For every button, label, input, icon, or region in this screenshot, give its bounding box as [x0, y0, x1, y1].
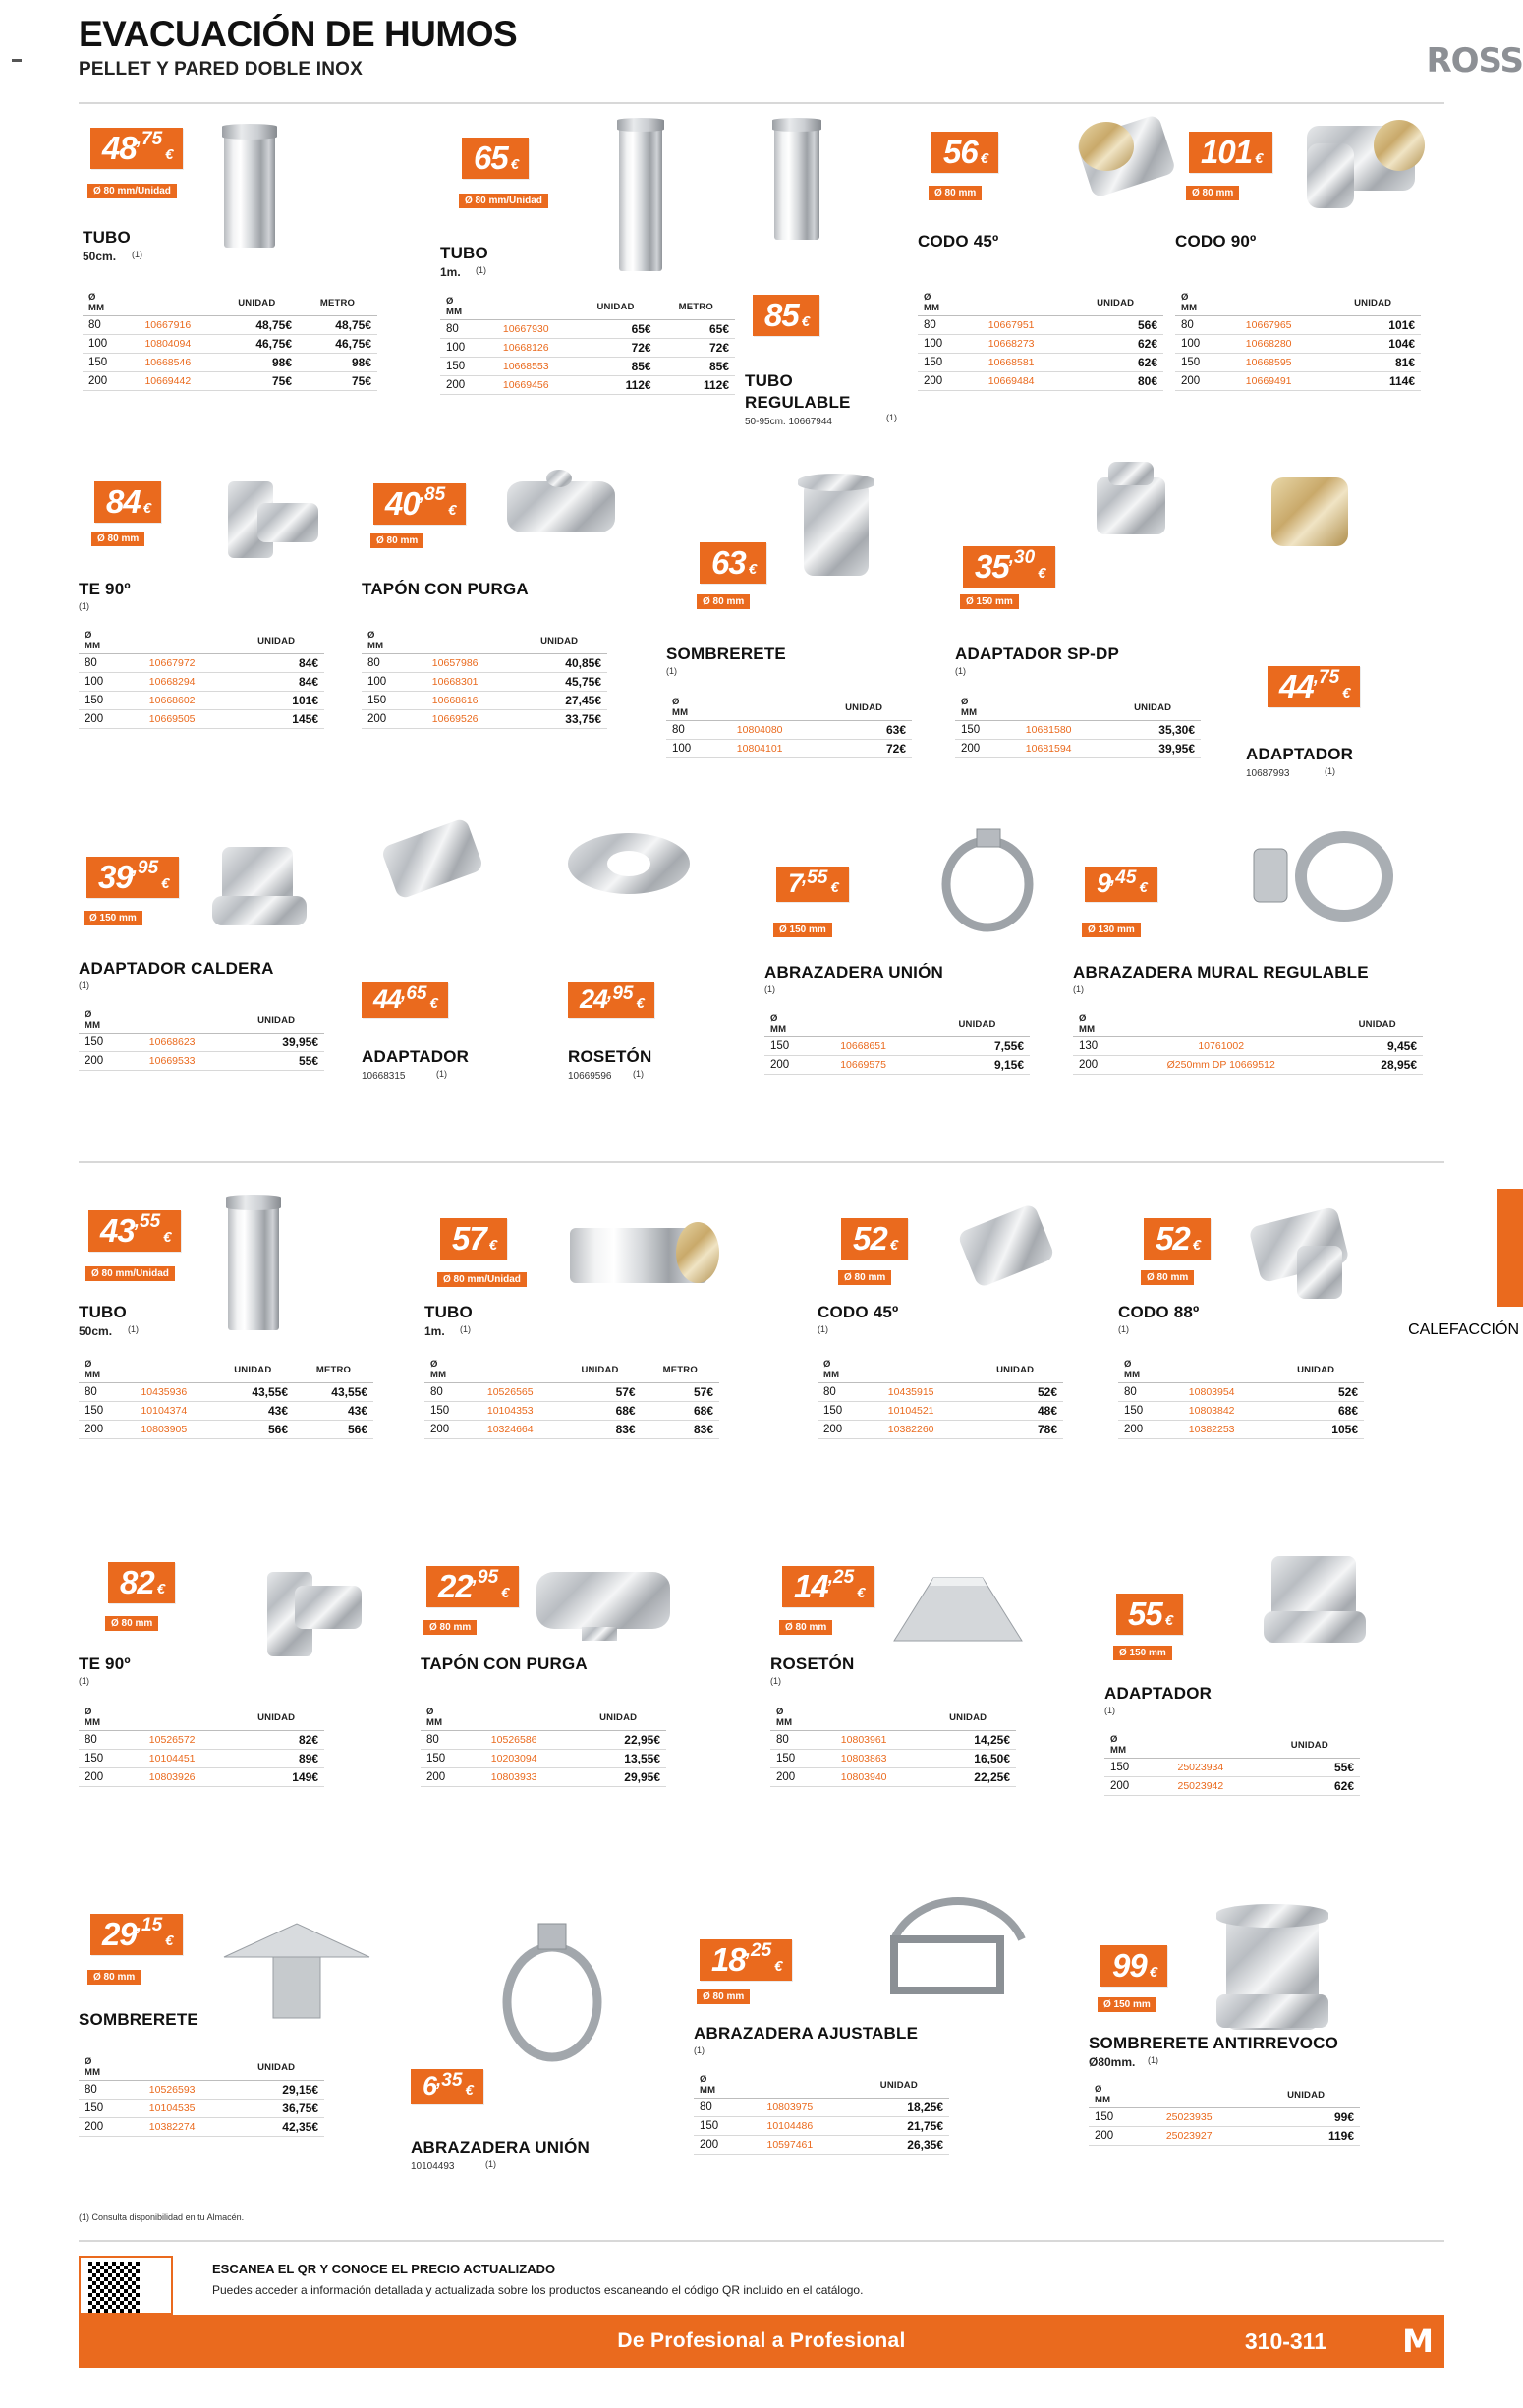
product-image-sombrerete-inox: [218, 1918, 375, 2026]
product-image-tapon-purga-pellet: [507, 481, 615, 532]
col-unidad: UNIDAD: [216, 291, 298, 316]
product-image-roseton-2: [884, 1568, 1032, 1647]
title-tubo-regulable: TUBO: [745, 371, 793, 390]
product-image-adaptador-2: [380, 817, 484, 900]
adaptador-3-base: [1264, 1611, 1366, 1643]
title-tapon-purga-pellet: TAPÓN CON PURGA: [362, 580, 529, 598]
code-roseton-1: 10669596: [568, 1071, 612, 1082]
table-row: 200 10324664 83€ 83€: [424, 1421, 719, 1439]
table-row: 80 10526565 57€ 57€: [424, 1383, 719, 1402]
table-row: 80 10804080 63€: [666, 721, 912, 740]
table-row: 200 10803933 29,95€: [421, 1768, 666, 1787]
table-row: 150 25023934 55€: [1104, 1759, 1360, 1777]
table-row: 80 10667930 65€ 65€: [440, 320, 735, 339]
title-tubo-1m-pellet: TUBO: [440, 244, 488, 262]
code-adaptador-1: 10687993: [1246, 768, 1290, 779]
table-row: 150 10104535 36,75€: [79, 2100, 324, 2118]
table-row: 150 10803842 68€: [1118, 1402, 1364, 1421]
title-te-90-inox: TE 90º: [79, 1654, 131, 1673]
product-image-abrazadera-union-2: [491, 1918, 619, 2075]
sombrerete-cap: [798, 474, 874, 491]
table-abrazadera-ajustable: Ø MM UNIDAD 80 10803975 18,25€ 150 10104486 21,75€ 200 10597461 26,35€: [694, 2073, 949, 2155]
adaptador-neck: [1108, 462, 1154, 485]
tapon-valve: [582, 1627, 617, 1641]
table-row: 100 10668301 45,75€: [362, 673, 607, 692]
table-row: 200 10803926 149€: [79, 1768, 324, 1787]
table-row: 150 10668581 62€: [918, 354, 1163, 372]
subtag-roseton-2: Ø 80 mm: [778, 1619, 833, 1636]
price-tag-tubo-1m-pellet: 65 €: [462, 138, 529, 179]
table-codo-45-pellet: Ø MM UNIDAD 80 10667951 56€ 100 10668273 62€ 150 10668581 62€ 200 10669484 80€: [918, 291, 1163, 391]
table-row: 200 10382253 105€: [1118, 1421, 1364, 1439]
note-codo-88-inox: (1): [1118, 1324, 1129, 1334]
table-row: 100 10668294 84€: [79, 673, 324, 692]
table-row: 150 10668553 85€ 85€: [440, 358, 735, 376]
price-tag-sombrerete-inox: 29,15€: [90, 1914, 183, 1955]
table-row: 80 10667916 48,75€ 48,75€: [83, 316, 377, 335]
roseton-hole: [607, 851, 650, 876]
subtitle-tubo-1m-inox: 1m.: [424, 1324, 445, 1338]
price-tag-adaptador-sp-dp: 35,30€: [963, 546, 1055, 588]
table-row: 150 10104451 89€: [79, 1750, 324, 1768]
col-metro: METRO: [298, 291, 377, 316]
subtag-te-90-pellet: Ø 80 mm: [90, 531, 145, 547]
subtag-tapon-purga-pellet: Ø 80 mm: [369, 532, 424, 549]
table-tubo-1m-inox: Ø MM UNIDAD METRO 80 10526565 57€ 57€ 150 10104353 68€ 68€ 200 10324664 83€ 83€: [424, 1358, 719, 1439]
table-row: 80 10657986 40,85€: [362, 654, 607, 673]
note-codo-45-inox: (1): [818, 1324, 828, 1334]
title-codo-88-inox: CODO 88º: [1118, 1303, 1200, 1321]
page-title: EVACUACIÓN DE HUMOS: [79, 14, 518, 54]
price-tag-te-90-pellet: 84 €: [94, 481, 161, 523]
table-tapon-purga-inox: Ø MM UNIDAD 80 10526586 22,95€ 150 10203094 13,55€ 200 10803933 29,95€: [421, 1706, 666, 1787]
table-row: 80 10803961 14,25€: [770, 1731, 1016, 1750]
price-tag-codo-45-inox: 52 €: [841, 1218, 908, 1260]
subtitle-tubo-1m-pellet: 1m.: [440, 265, 461, 279]
title-codo-45-pellet: CODO 45º: [918, 232, 999, 251]
note-abrazadera-union-1: (1): [764, 984, 775, 994]
table-codo-90-pellet: Ø MM UNIDAD 80 10667965 101€ 100 10668280 104€ 150 10668595 81€ 200 10669491 114€: [1175, 291, 1421, 391]
price-tag-codo-45-pellet: 56 €: [931, 132, 998, 173]
subtag-codo-90-pellet: Ø 80 mm: [1185, 185, 1240, 201]
table-row: 150 10203094 13,55€: [421, 1750, 666, 1768]
footer-divider: [79, 2240, 1444, 2242]
title-codo-45-inox: CODO 45º: [818, 1303, 899, 1321]
table-row: 80 10667965 101€: [1175, 316, 1421, 335]
table-row: 200 Ø250mm DP 10669512 28,95€: [1073, 1056, 1423, 1075]
tapon-knob: [546, 470, 572, 487]
side-tab-marker: [1497, 1189, 1523, 1307]
table-tapon-purga-pellet: Ø MM UNIDAD 80 10657986 40,85€ 100 10668301 45,75€ 150 10668616 27,45€ 200 10669526 33,75€: [362, 629, 607, 729]
table-row: 150 10803863 16,50€: [770, 1750, 1016, 1768]
te-branch: [257, 503, 318, 542]
table-row: 80 10667951 56€: [918, 316, 1163, 335]
availability-footnote: (1) Consulta disponibilidad en tu Almacén.: [79, 2212, 245, 2222]
note-tubo-1m-inox: (1): [460, 1324, 471, 1334]
pipe-cap: [226, 1195, 281, 1210]
table-adaptador-sp-dp: Ø MM UNIDAD 150 10681580 35,30€ 200 10681594 39,95€: [955, 696, 1201, 758]
antirrevoco-base: [1216, 1994, 1328, 2028]
table-row: 100 10668273 62€: [918, 335, 1163, 354]
table-row: 200 10681594 39,95€: [955, 740, 1201, 758]
table-row: 200 10669533 55€: [79, 1052, 324, 1071]
note-tubo-regulable: (1): [886, 413, 897, 422]
page-edge-mark: [12, 59, 22, 62]
table-sombrerete-inox: Ø MM UNIDAD 80 10526593 29,15€ 150 10104535 36,75€ 200 10382274 42,35€: [79, 2055, 324, 2137]
product-image-tubo-50-inox: [228, 1201, 279, 1330]
subtag-tubo-50-pellet: Ø 80 mm/Unidad: [86, 183, 178, 199]
table-row: 200 10382260 78€: [818, 1421, 1063, 1439]
subtitle-sombrerete-antirrevoco: Ø80mm.: [1089, 2055, 1136, 2069]
product-image-adaptador-1: [1271, 477, 1348, 546]
note-adaptador-2: (1): [436, 1069, 447, 1079]
subtag-codo-45-inox: Ø 80 mm: [837, 1269, 892, 1286]
subtag-sombrerete-pellet: Ø 80 mm: [696, 593, 751, 610]
price-tag-tubo-50-inox: 43,55€: [88, 1210, 181, 1252]
note-sombrerete-pellet: (1): [666, 666, 677, 676]
title-adaptador-sp-dp: ADAPTADOR SP-DP: [955, 644, 1120, 663]
price-tag-codo-88-inox: 52 €: [1144, 1218, 1211, 1260]
note-roseton-2: (1): [770, 1676, 781, 1686]
price-tag-abrazadera-ajustable: 18,25€: [700, 1939, 792, 1981]
title-abrazadera-mural: ABRAZADERA MURAL REGULABLE: [1073, 963, 1369, 981]
qr-title: ESCANEA EL QR Y CONOCE EL PRECIO ACTUALIZADO: [212, 2262, 556, 2276]
title-roseton-1: ROSETÓN: [568, 1047, 652, 1066]
code-abrazadera-union-2: 10104493: [411, 2161, 455, 2172]
price-tag-tapon-purga-inox: 22,95€: [426, 1566, 519, 1607]
price-tag-tubo-regulable: 85 €: [753, 295, 819, 336]
table-row: 80 10435915 52€: [818, 1383, 1063, 1402]
table-codo-88-inox: Ø MM UNIDAD 80 10803954 52€ 150 10803842 68€ 200 10382253 105€: [1118, 1358, 1364, 1439]
antirrevoco-cap: [1216, 1904, 1328, 1928]
price-tag-tubo-50-pellet: 48,75€: [90, 128, 183, 169]
note-te-90-pellet: (1): [79, 601, 89, 611]
price-tag-roseton-1: 24,95 €: [568, 982, 654, 1018]
table-row: 80 10667972 84€: [79, 654, 324, 673]
price-tag-adaptador-2: 44,65 €: [362, 982, 448, 1018]
table-adaptador-caldera: Ø MM UNIDAD 150 10668623 39,95€ 200 10669533 55€: [79, 1008, 324, 1071]
subtag-adaptador-caldera: Ø 150 mm: [83, 910, 143, 926]
price-tag-sombrerete-pellet: 63 €: [700, 542, 766, 584]
subtag-adaptador-sp-dp: Ø 150 mm: [959, 593, 1020, 610]
title-sombrerete-antirrevoco: SOMBRERETE ANTIRREVOCO: [1089, 2034, 1339, 2052]
subtag-abrazadera-ajustable: Ø 80 mm: [696, 1988, 751, 2005]
footer-slogan: De Profesional a Profesional: [617, 2329, 906, 2352]
pipe-cap: [617, 118, 664, 132]
table-row: 100 10668280 104€: [1175, 335, 1421, 354]
table-row: 80 10435936 43,55€ 43,55€: [79, 1383, 373, 1402]
table-row: 100 10668126 72€ 72€: [440, 339, 735, 358]
title-sombrerete-pellet: SOMBRERETE: [666, 644, 786, 663]
table-row: 200 25023927 119€: [1089, 2127, 1360, 2146]
note-tubo-50-inox: (1): [128, 1324, 139, 1334]
note-tubo-50-pellet: (1): [132, 250, 142, 259]
page-subtitle: PELLET Y PARED DOBLE INOX: [79, 59, 363, 80]
price-tag-tubo-1m-inox: 57 €: [440, 1218, 507, 1260]
code-tubo-regulable: 50-95cm. 10667944: [745, 417, 832, 427]
table-roseton-2: Ø MM UNIDAD 80 10803961 14,25€ 150 10803863 16,50€ 200 10803940 22,25€: [770, 1706, 1016, 1787]
table-row: 80 10526572 82€: [79, 1731, 324, 1750]
subtag-sombrerete-antirrevoco: Ø 150 mm: [1097, 1996, 1157, 2013]
note-roseton-1: (1): [633, 1069, 644, 1079]
table-row: 100 10804101 72€: [666, 740, 912, 758]
table-tubo-50-inox: Ø MM UNIDAD METRO 80 10435936 43,55€ 43,55€ 150 10104374 43€ 43€ 200 10803905 56€ 56€: [79, 1358, 373, 1439]
side-tab: [1408, 1321, 1519, 1339]
price-tag-abrazadera-mural: 9,45 €: [1085, 867, 1157, 902]
table-row: 200 10669484 80€: [918, 372, 1163, 391]
table-adaptador-3: Ø MM UNIDAD 150 25023934 55€ 200 25023942 62€: [1104, 1733, 1360, 1796]
title-adaptador-2: ADAPTADOR: [362, 1047, 470, 1066]
table-sombrerete-pellet: Ø MM UNIDAD 80 10804080 63€ 100 10804101 72€: [666, 696, 912, 758]
price-tag-codo-90-pellet: 101 €: [1189, 132, 1272, 173]
table-row: 80 10803975 18,25€: [694, 2099, 949, 2117]
price-tag-adaptador-3: 55 €: [1116, 1594, 1183, 1635]
title-codo-90-pellet: CODO 90º: [1175, 232, 1257, 251]
table-te-90-inox: Ø MM UNIDAD 80 10526572 82€ 150 10104451 89€ 200 10803926 149€: [79, 1706, 324, 1787]
subtag-adaptador-3: Ø 150 mm: [1112, 1645, 1173, 1661]
table-row: 150 10681580 35,30€: [955, 721, 1201, 740]
title-roseton-2: ROSETÓN: [770, 1654, 855, 1673]
title-abrazadera-union-2: ABRAZADERA UNIÓN: [411, 2138, 591, 2156]
te-branch: [295, 1586, 362, 1629]
subtitle-tubo-50-pellet: 50cm.: [83, 250, 117, 263]
table-row: 80 10526593 29,15€: [79, 2081, 324, 2100]
table-row: 150 10668651 7,55€: [764, 1037, 1030, 1056]
subtag-codo-88-inox: Ø 80 mm: [1140, 1269, 1195, 1286]
price-tag-roseton-2: 14,25€: [782, 1566, 874, 1607]
note-tubo-1m-pellet: (1): [476, 265, 486, 275]
note-adaptador-3: (1): [1104, 1706, 1115, 1715]
table-te-90-pellet: Ø MM UNIDAD 80 10667972 84€ 100 10668294 84€ 150 10668602 101€ 200 10669505 145€: [79, 629, 324, 729]
codo-flange: [1374, 120, 1425, 171]
table-row: 200 10669526 33,75€: [362, 710, 607, 729]
title-abrazadera-ajustable: ABRAZADERA AJUSTABLE: [694, 2024, 919, 2043]
codo-flange: [1079, 122, 1134, 171]
table-row: 150 25023935 99€: [1089, 2108, 1360, 2127]
pipe-cap: [222, 124, 277, 140]
title-adaptador-1: ADAPTADOR: [1246, 745, 1354, 763]
pipe-cap: [772, 118, 821, 132]
table-row: 80 10526586 22,95€: [421, 1731, 666, 1750]
table-tubo-1m-pellet: Ø MM UNIDAD METRO 80 10667930 65€ 65€ 100 10668126 72€ 72€ 150 10668553 85€ 85€ 200 10669456 112€ 112€: [440, 295, 735, 395]
table-row: 150 10104353 68€ 68€: [424, 1402, 719, 1421]
table-row: 200 10382274 42,35€: [79, 2118, 324, 2137]
note-abrazadera-mural: (1): [1073, 984, 1084, 994]
note-abrazadera-union-2: (1): [485, 2159, 496, 2169]
table-row: 150 10668616 27,45€: [362, 692, 607, 710]
table-row: 200 10803905 56€ 56€: [79, 1421, 373, 1439]
table-row: 150 10668546 98€ 98€: [83, 354, 377, 372]
title-te-90-pellet: TE 90º: [79, 580, 131, 598]
header-divider: [79, 102, 1444, 104]
table-tubo-50-pellet: [83, 291, 377, 391]
price-tag-adaptador-1: 44,75€: [1268, 666, 1360, 707]
product-image-abrazadera-ajustable: [874, 1871, 1042, 2008]
table-abrazadera-mural: Ø MM UNIDAD 130 10761002 9,45€ 200 Ø250mm DP 10669512 28,95€: [1073, 1012, 1423, 1075]
product-image-sombrerete-pellet: [804, 481, 869, 576]
product-image-tubo-1m-pellet: [619, 124, 662, 271]
subtag-te-90-inox: Ø 80 mm: [104, 1615, 159, 1632]
table-abrazadera-union-1: Ø MM UNIDAD 150 10668651 7,55€ 200 10669575 9,15€: [764, 1012, 1030, 1075]
table-row: 150 10104521 48€: [818, 1402, 1063, 1421]
table-codo-45-inox: Ø MM UNIDAD 80 10435915 52€ 150 10104521 48€ 200 10382260 78€: [818, 1358, 1063, 1439]
product-image-tubo-50-pellet: [224, 130, 275, 248]
section-divider: [79, 1161, 1444, 1163]
subtag-abrazadera-mural: Ø 130 mm: [1081, 922, 1142, 938]
title-adaptador-caldera: ADAPTADOR CALDERA: [79, 959, 274, 978]
pipe-gold-end: [676, 1222, 719, 1283]
table-sombrerete-antirrevoco: Ø MM UNIDAD 150 25023935 99€ 200 25023927 119€: [1089, 2083, 1360, 2146]
title-adaptador-3: ADAPTADOR: [1104, 1684, 1213, 1703]
table-row: 150 10668602 101€: [79, 692, 324, 710]
product-image-adaptador-sp-dp: [1097, 477, 1165, 534]
price-tag-abrazadera-union-2: 6,35 €: [411, 2069, 483, 2104]
product-image-abrazadera-mural-regulable: [1246, 831, 1403, 925]
codo-90-leg: [1307, 143, 1354, 208]
table-row: 150 10104374 43€ 43€: [79, 1402, 373, 1421]
subtag-sombrerete-inox: Ø 80 mm: [86, 1969, 141, 1986]
table-row: 200 10803940 22,25€: [770, 1768, 1016, 1787]
subtag-tubo-50-inox: Ø 80 mm/Unidad: [85, 1265, 176, 1282]
table-row: 100 10804094 46,75€ 46,75€: [83, 335, 377, 354]
note-te-90-inox: (1): [79, 1676, 89, 1686]
subtag-abrazadera-union-1: Ø 150 mm: [772, 922, 833, 938]
table-row: 200 10669575 9,15€: [764, 1056, 1030, 1075]
footer-logo: M: [1391, 2315, 1444, 2368]
product-image-tubo-regulable: [774, 124, 819, 240]
brand-logo: ROSS: [1426, 41, 1523, 81]
footer-bar: [79, 2315, 1444, 2368]
table-row: 200 10597461 26,35€: [694, 2136, 949, 2155]
note-adaptador-caldera: (1): [79, 980, 89, 990]
title-sombrerete-inox: SOMBRERETE: [79, 2010, 198, 2029]
price-tag-sombrerete-antirrevoco: 99 €: [1100, 1945, 1167, 1987]
product-image-codo-45-inox: [957, 1203, 1055, 1288]
table-row: 80 10803954 52€: [1118, 1383, 1364, 1402]
title-tubo-50-inox: TUBO: [79, 1303, 127, 1321]
subtag-tapon-purga-inox: Ø 80 mm: [423, 1619, 478, 1636]
side-tab-label: CALEFACCIÓN: [1408, 1321, 1519, 1338]
price-tag-tapon-purga-pellet: 40,85€: [373, 483, 466, 525]
title2-tubo-regulable: REGULABLE: [745, 393, 851, 412]
table-row: 200 10669505 145€: [79, 710, 324, 729]
table-row: 150 10104486 21,75€: [694, 2117, 949, 2136]
table-row: 150 10668595 81€: [1175, 354, 1421, 372]
qr-description: Puedes acceder a información detallada y actualizada sobre los productos escaneando el código QR incluido en el catálogo.: [212, 2283, 864, 2297]
qr-code-box[interactable]: [79, 2256, 173, 2315]
adaptador-caldera-base: [212, 896, 307, 925]
codo-88-leg: [1297, 1246, 1342, 1299]
table-row: 200 10669456 112€ 112€: [440, 376, 735, 395]
subtag-tubo-1m-pellet: Ø 80 mm/Unidad: [458, 193, 549, 209]
note-abrazadera-ajustable: (1): [694, 2045, 705, 2055]
code-adaptador-2: 10668315: [362, 1071, 406, 1082]
table-row: 200 25023942 62€: [1104, 1777, 1360, 1796]
note-sombrerete-antirrevoco: (1): [1148, 2055, 1158, 2065]
product-image-tapon-purga-inox: [536, 1572, 670, 1629]
price-tag-adaptador-caldera: 39,95€: [86, 857, 179, 898]
qr-code-icon[interactable]: [88, 2262, 140, 2313]
title-tubo-1m-inox: TUBO: [424, 1303, 473, 1321]
subtitle-tubo-50-inox: 50cm.: [79, 1324, 113, 1338]
page-header: [79, 14, 1444, 81]
subtag-codo-45-pellet: Ø 80 mm: [928, 185, 983, 201]
footer-page-numbers: 310-311: [1244, 2328, 1326, 2354]
price-tag-abrazadera-union-1: 7,55 €: [776, 867, 849, 902]
table-row: 150 10668623 39,95€: [79, 1034, 324, 1052]
table-row: 200 10669491 114€: [1175, 372, 1421, 391]
price-tag-te-90-inox: 82 €: [108, 1562, 175, 1603]
title-tubo-50-pellet: TUBO: [83, 228, 131, 247]
note-adaptador-sp-dp: (1): [955, 666, 966, 676]
title-tapon-purga-inox: TAPÓN CON PURGA: [421, 1654, 588, 1673]
col-dia: Ø MM: [83, 291, 120, 316]
table-row: 200 10669442 75€ 75€: [83, 372, 377, 391]
title-abrazadera-union-1: ABRAZADERA UNIÓN: [764, 963, 944, 981]
note-adaptador-1: (1): [1325, 766, 1335, 776]
subtag-tubo-1m-inox: Ø 80 mm/Unidad: [436, 1271, 528, 1288]
product-image-abrazadera-union-1: [933, 827, 1042, 935]
table-row: 130 10761002 9,45€: [1073, 1037, 1423, 1056]
